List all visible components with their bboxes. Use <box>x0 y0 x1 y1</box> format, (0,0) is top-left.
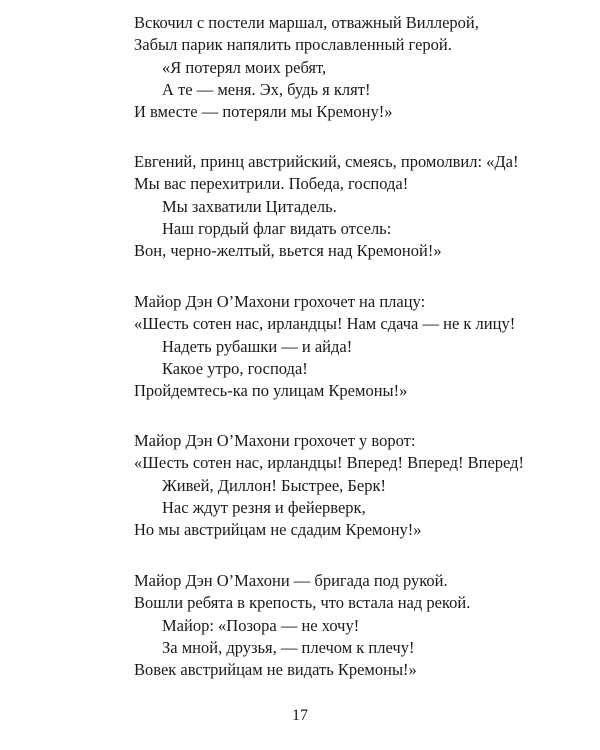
poem-line: Наш гордый флаг видать отсель: <box>162 218 392 238</box>
poem-line: Вовек австрийцам не видать Кремоны!» <box>134 660 417 680</box>
poem-line: Мы вас перехитрили. Победа, господа! <box>134 174 409 194</box>
poem-line: За мной, друзья, — плечом к плечу! <box>162 637 415 657</box>
poem-line: Вошли ребята в крепость, что встала над рекой. <box>134 593 471 613</box>
poem-line: Вон, черно-желтый, вьется над Кремоной!» <box>134 241 442 261</box>
poem-line: Майор Дэн О’Махони грохочет на плацу: <box>134 292 426 311</box>
stanza-5 <box>134 570 574 681</box>
poem-line: Майор Дэн О’Махони — бригада под рукой. <box>134 571 448 590</box>
poem-line: Какое утро, господа! <box>162 358 308 378</box>
stanza-1 <box>134 12 574 123</box>
stanza-2 <box>134 151 574 262</box>
poem-line: Но мы австрийцам не сдадим Кремону!» <box>134 520 422 540</box>
poem-line: Мы захватили Цитадель. <box>162 196 337 216</box>
poem-line: Пройдемтесь-ка по улицам Кремоны!» <box>134 381 408 401</box>
poem-line: А те — меня. Эх, будь я клят! <box>162 79 371 99</box>
stanza-3 <box>134 291 574 402</box>
poem-line: Вскочил с постели маршал, отважный Виллерой, <box>134 13 479 32</box>
poem-line: Живей, Диллон! Быстрее, Берк! <box>162 475 386 495</box>
poem-line: Майор Дэн О’Махони грохочет у ворот: <box>134 431 416 450</box>
poem-line: Евгений, принц австрийский, смеясь, промолвил: «Да! <box>134 152 519 171</box>
poem-line: Нас ждут резня и фейерверк, <box>162 497 366 517</box>
page-number: 17 <box>292 707 308 724</box>
poem-line: Надеть рубашки — и айда! <box>162 336 353 356</box>
poem-line: Майор: «Позора — не хочу! <box>162 615 360 635</box>
stanza-4 <box>134 430 574 541</box>
poem-line: «Я потерял моих ребят, <box>162 57 327 77</box>
poem-line: «Шесть сотен нас, ирландцы! Нам сдача — не к лицу! <box>134 314 516 334</box>
poem-line: И вместе — потеряли мы Кремону!» <box>134 102 393 122</box>
poem-line: Забыл парик напялить прославленный герой. <box>134 35 452 55</box>
poem-line: «Шесть сотен нас, ирландцы! Вперед! Вперед! Вперед! <box>134 453 525 473</box>
